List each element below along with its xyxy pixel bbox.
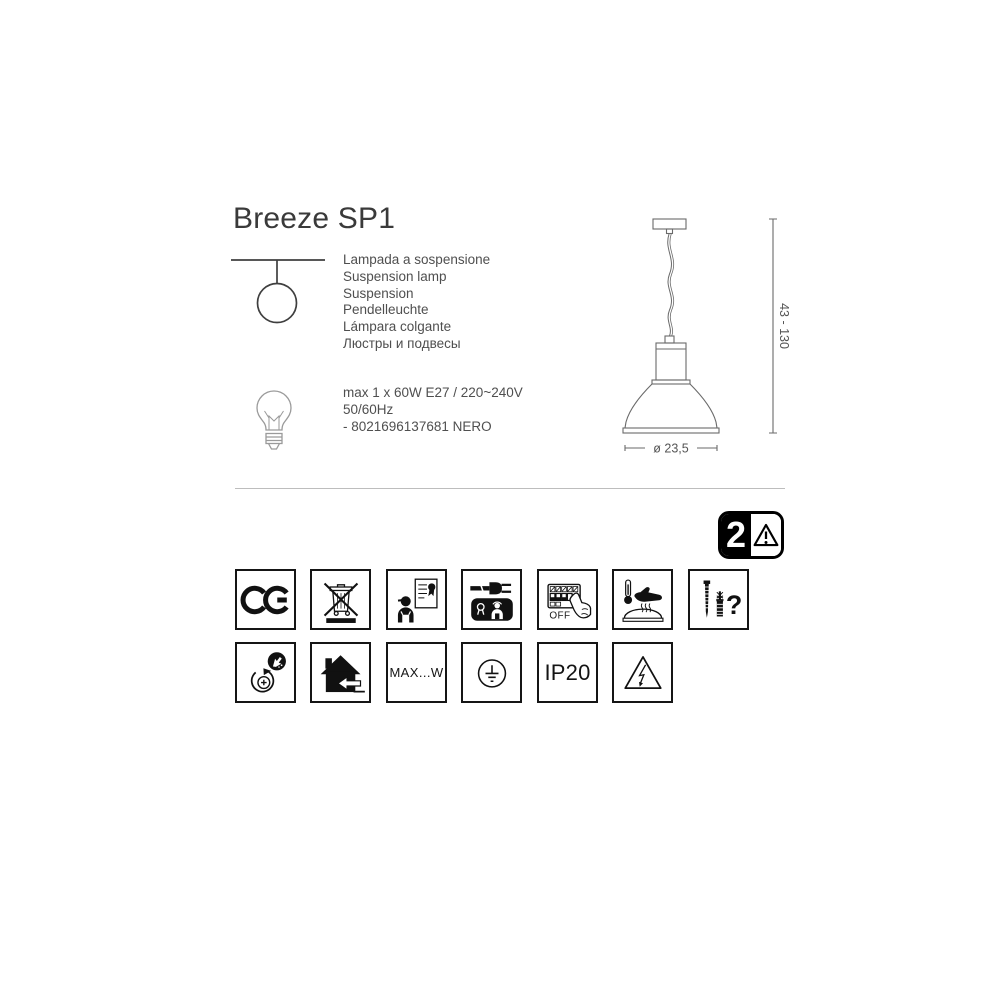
hot-surface-icon — [612, 569, 673, 630]
lamp-type-line: Lampada a sospensione — [343, 252, 491, 267]
light-bulb-icon — [250, 387, 298, 453]
spec-list — [343, 384, 523, 435]
lamp-type-line: Pendelleuchte — [343, 302, 429, 318]
max-wattage-label: MAX...W — [389, 665, 444, 680]
instruction-pages-badge — [718, 511, 784, 559]
certified-installer-icon — [386, 569, 447, 630]
page-title: Breeze SP1 — [233, 202, 396, 235]
warning-triangle-icon — [751, 514, 781, 556]
weee-bin-icon — [310, 569, 371, 630]
lamp-type-line: Люстры и подвесы — [343, 335, 461, 351]
cable-replacement-icon — [461, 569, 522, 630]
page-count: 2 — [721, 514, 751, 556]
diameter-label: ø 23,5 — [653, 441, 689, 456]
lamp-type-line: Suspension lamp — [343, 268, 447, 284]
section-divider — [235, 488, 785, 489]
ip-rating-icon — [537, 642, 598, 703]
pendant-lamp-icon — [228, 250, 330, 330]
spec-line: - 8021696137681 NERO — [343, 419, 492, 434]
earth-ground-icon — [461, 642, 522, 703]
recycling-collection-icon — [235, 642, 296, 703]
lamp-type-line: Lámpara colgante — [343, 319, 452, 335]
ip-rating-label: IP20 — [544, 659, 591, 685]
spec-line: max 1 x 60W E27 / 220~240V — [343, 385, 523, 400]
product-dimension-drawing — [598, 200, 800, 465]
svg-text:?: ? — [725, 589, 742, 620]
spec-line: 50/60Hz — [343, 402, 394, 417]
max-wattage-icon — [386, 642, 447, 703]
product-name-list — [343, 252, 490, 353]
power-off-icon — [537, 569, 598, 630]
svg-text:OFF: OFF — [548, 610, 571, 622]
indoor-use-icon — [310, 642, 371, 703]
lamp-type-line: Suspension — [343, 285, 414, 301]
mounting-hardware-icon — [688, 569, 749, 630]
height-range-label: 43 - 130 — [777, 303, 791, 349]
ce-mark-icon — [235, 569, 296, 630]
electric-shock-icon — [612, 642, 673, 703]
